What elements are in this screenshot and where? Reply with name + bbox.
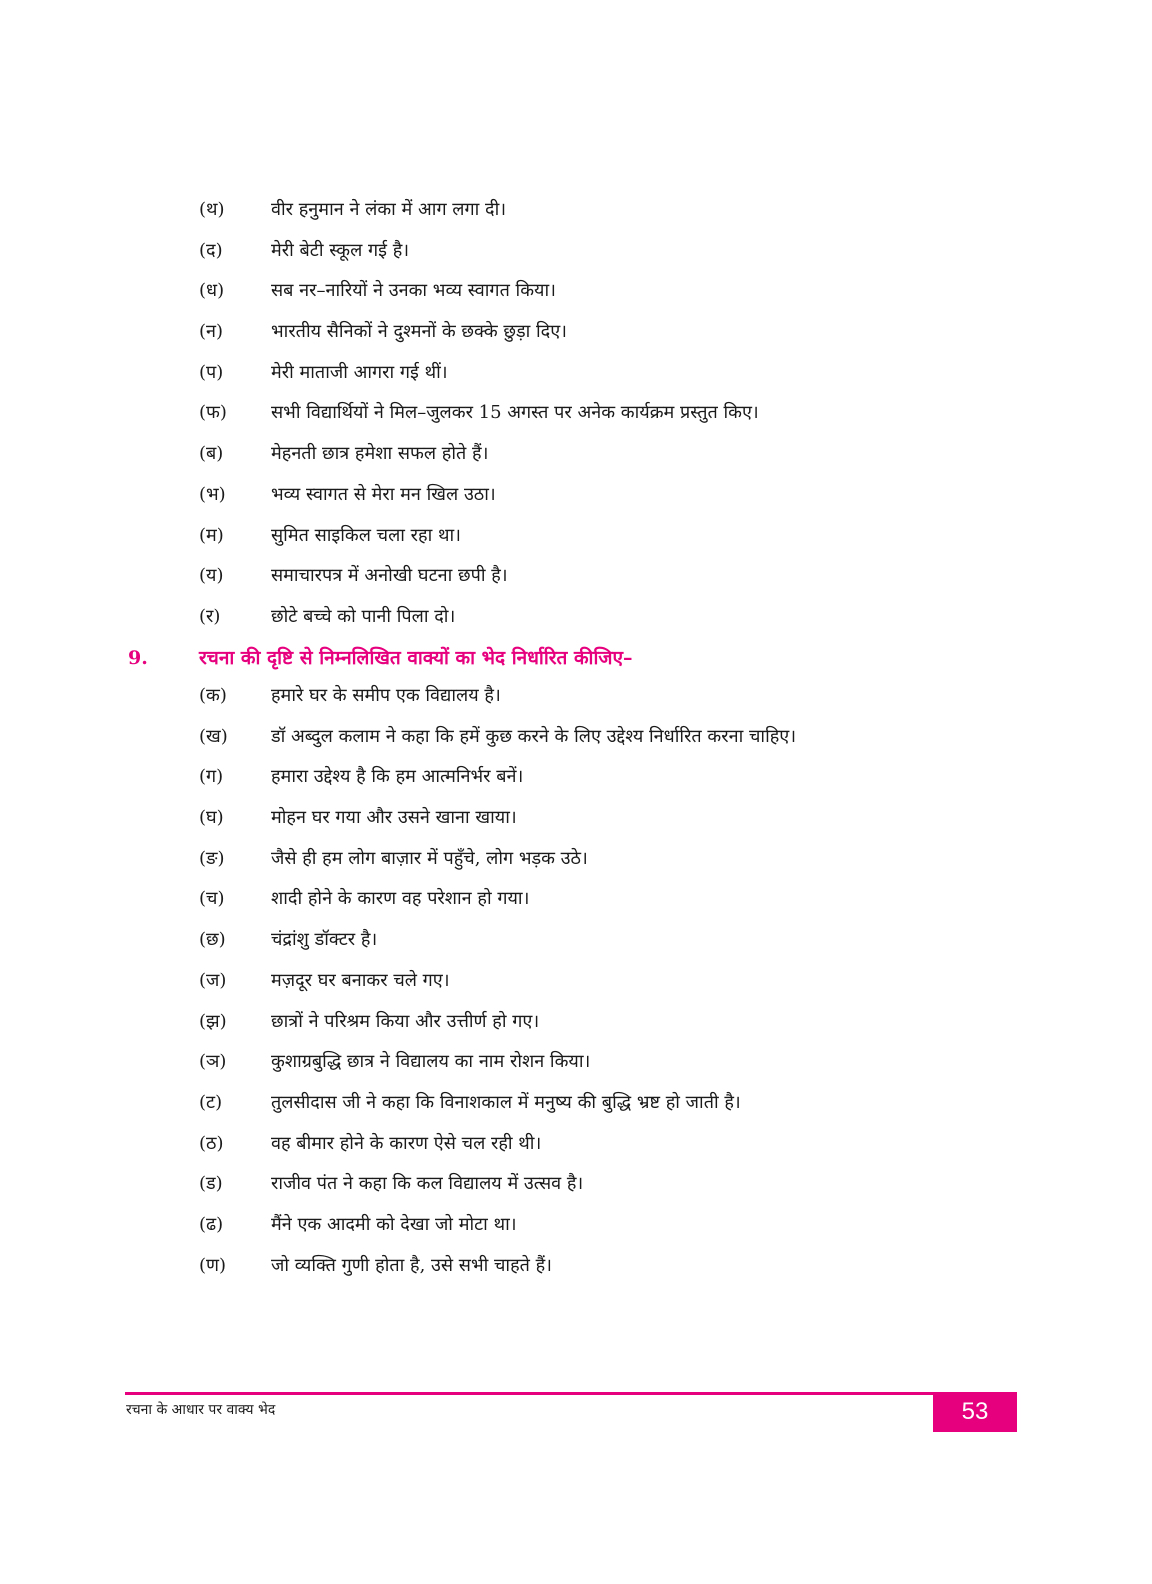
item-text: मैंने एक आदमी को देखा जो मोटा था। (271, 1213, 517, 1235)
item-text: सभी विद्यार्थियों ने मिल–जुलकर 15 अगस्त पर अनेक कार्यक्रम प्रस्तुत किए। (271, 402, 759, 424)
item-text: मेरी माताजी आगरा गई थीं। (271, 361, 448, 383)
list-item (0, 1205, 1152, 1246)
list-item (0, 1042, 1152, 1083)
item-text: हमारे घर के समीप एक विद्यालय है। (271, 685, 501, 706)
item-marker: (य) (199, 565, 224, 587)
footer-chapter-title: रचना के आधार पर वाक्य भेद (126, 1402, 276, 1418)
item-text: छात्रों ने परिश्रम किया और उत्तीर्ण हो गए। (271, 1010, 540, 1032)
item-marker: (ब) (199, 443, 224, 465)
item-text: छोटे बच्चे को पानी पिला दो। (271, 605, 456, 627)
item-text: जैसे ही हम लोग बाज़ार में पहुँचे, लोग भड़क उठे। (271, 847, 588, 869)
item-marker: (क) (199, 685, 227, 706)
item-text: चंद्रांशु डॉक्टर है। (271, 929, 378, 951)
list-item (0, 1083, 1152, 1124)
list-item (0, 516, 1152, 557)
item-marker: (न) (199, 321, 224, 343)
item-text: मोहन घर गया और उसने खाना खाया। (271, 807, 517, 829)
item-marker: (ध) (199, 280, 225, 302)
item-marker: (प) (199, 361, 224, 383)
item-text: भारतीय सैनिकों ने दुश्मनों के छक्के छुड़ा दिए। (271, 321, 567, 343)
list-item (0, 556, 1152, 597)
item-text: हमारा उद्देश्य है कि हम आत्मनिर्भर बनें। (271, 766, 524, 788)
item-text: वह बीमार होने के कारण ऐसे चल रही थी। (271, 1132, 542, 1154)
item-marker: (ण) (199, 1254, 227, 1276)
item-marker: (झ) (199, 1010, 227, 1032)
item-text: तुलसीदास जी ने कहा कि विनाशकाल में मनुष्य की बुद्धि भ्रष्ट हो जाती है। (271, 1091, 741, 1113)
item-marker: (घ) (199, 807, 224, 829)
item-marker: (थ) (199, 199, 225, 220)
item-marker: (छ) (199, 929, 226, 951)
page-number: 53 (933, 1392, 1017, 1432)
item-text: जो व्यक्ति गुणी होता है, उसे सभी चाहते हैं। (271, 1254, 552, 1276)
item-marker: (र) (199, 605, 221, 627)
footer-divider (125, 1392, 933, 1395)
item-text: वीर हनुमान ने लंका में आग लगा दी। (271, 199, 507, 220)
list-item (0, 961, 1152, 1002)
item-marker: (ट) (199, 1091, 223, 1113)
item-text: मज़दूर घर बनाकर चले गए। (271, 969, 450, 991)
item-text: मेहनती छात्र हमेशा सफल होते हैं। (271, 443, 489, 465)
list-item (0, 757, 1152, 798)
item-text: सुमित साइकिल चला रहा था। (271, 524, 461, 546)
item-marker: (ग) (199, 766, 224, 788)
item-marker: (ड) (199, 1173, 223, 1195)
list-item (0, 434, 1152, 475)
list-item (0, 475, 1152, 516)
list-item (0, 1246, 1152, 1287)
item-marker: (ञ) (199, 1051, 227, 1073)
item-marker: (द) (199, 239, 223, 261)
list-item (0, 798, 1152, 839)
list-item (0, 231, 1152, 272)
item-text: शादी होने के कारण वह परेशान हो गया। (271, 888, 530, 910)
list-item (0, 717, 1152, 758)
item-marker: (म) (199, 524, 224, 546)
section-title: रचना की दृष्टि से निम्नलिखित वाक्यों का भेद निर्धारित कीजिए– (199, 647, 633, 669)
item-marker: (ढ) (199, 1213, 224, 1235)
list-item (0, 312, 1152, 353)
item-text: समाचारपत्र में अनोखी घटना छपी है। (271, 565, 508, 587)
item-marker: (फ) (199, 402, 227, 424)
item-marker: (ज) (199, 969, 227, 991)
item-text: मेरी बेटी स्कूल गई है। (271, 239, 410, 261)
exercise-list (0, 676, 1152, 1286)
section-heading (0, 640, 1152, 676)
item-text: कुशाग्रबुद्धि छात्र ने विद्यालय का नाम रोशन किया। (271, 1051, 591, 1073)
list-item (0, 597, 1152, 638)
section-number: 9. (128, 647, 148, 669)
list-item (0, 839, 1152, 880)
list-item (0, 676, 1152, 717)
list-item (0, 1164, 1152, 1205)
item-marker: (ख) (199, 725, 228, 747)
list-item (0, 1124, 1152, 1165)
item-marker: (च) (199, 888, 225, 910)
list-item (0, 353, 1152, 394)
item-text: भव्य स्वागत से मेरा मन खिल उठा। (271, 483, 496, 505)
list-item (0, 190, 1152, 231)
list-item (0, 271, 1152, 312)
item-marker: (ङ) (199, 847, 225, 869)
item-text: राजीव पंत ने कहा कि कल विद्यालय में उत्सव है। (271, 1173, 584, 1195)
list-item (0, 920, 1152, 961)
list-item (0, 1002, 1152, 1043)
list-item (0, 879, 1152, 920)
exercise-list-continued (0, 190, 1152, 638)
item-marker: (ठ) (199, 1132, 224, 1154)
list-item (0, 393, 1152, 434)
item-text: सब नर–नारियों ने उनका भव्य स्वागत किया। (271, 280, 556, 302)
item-marker: (भ) (199, 483, 226, 505)
item-text: डॉ अब्दुल कलाम ने कहा कि हमें कुछ करने के लिए उद्देश्य निर्धारित करना चाहिए। (271, 725, 797, 747)
